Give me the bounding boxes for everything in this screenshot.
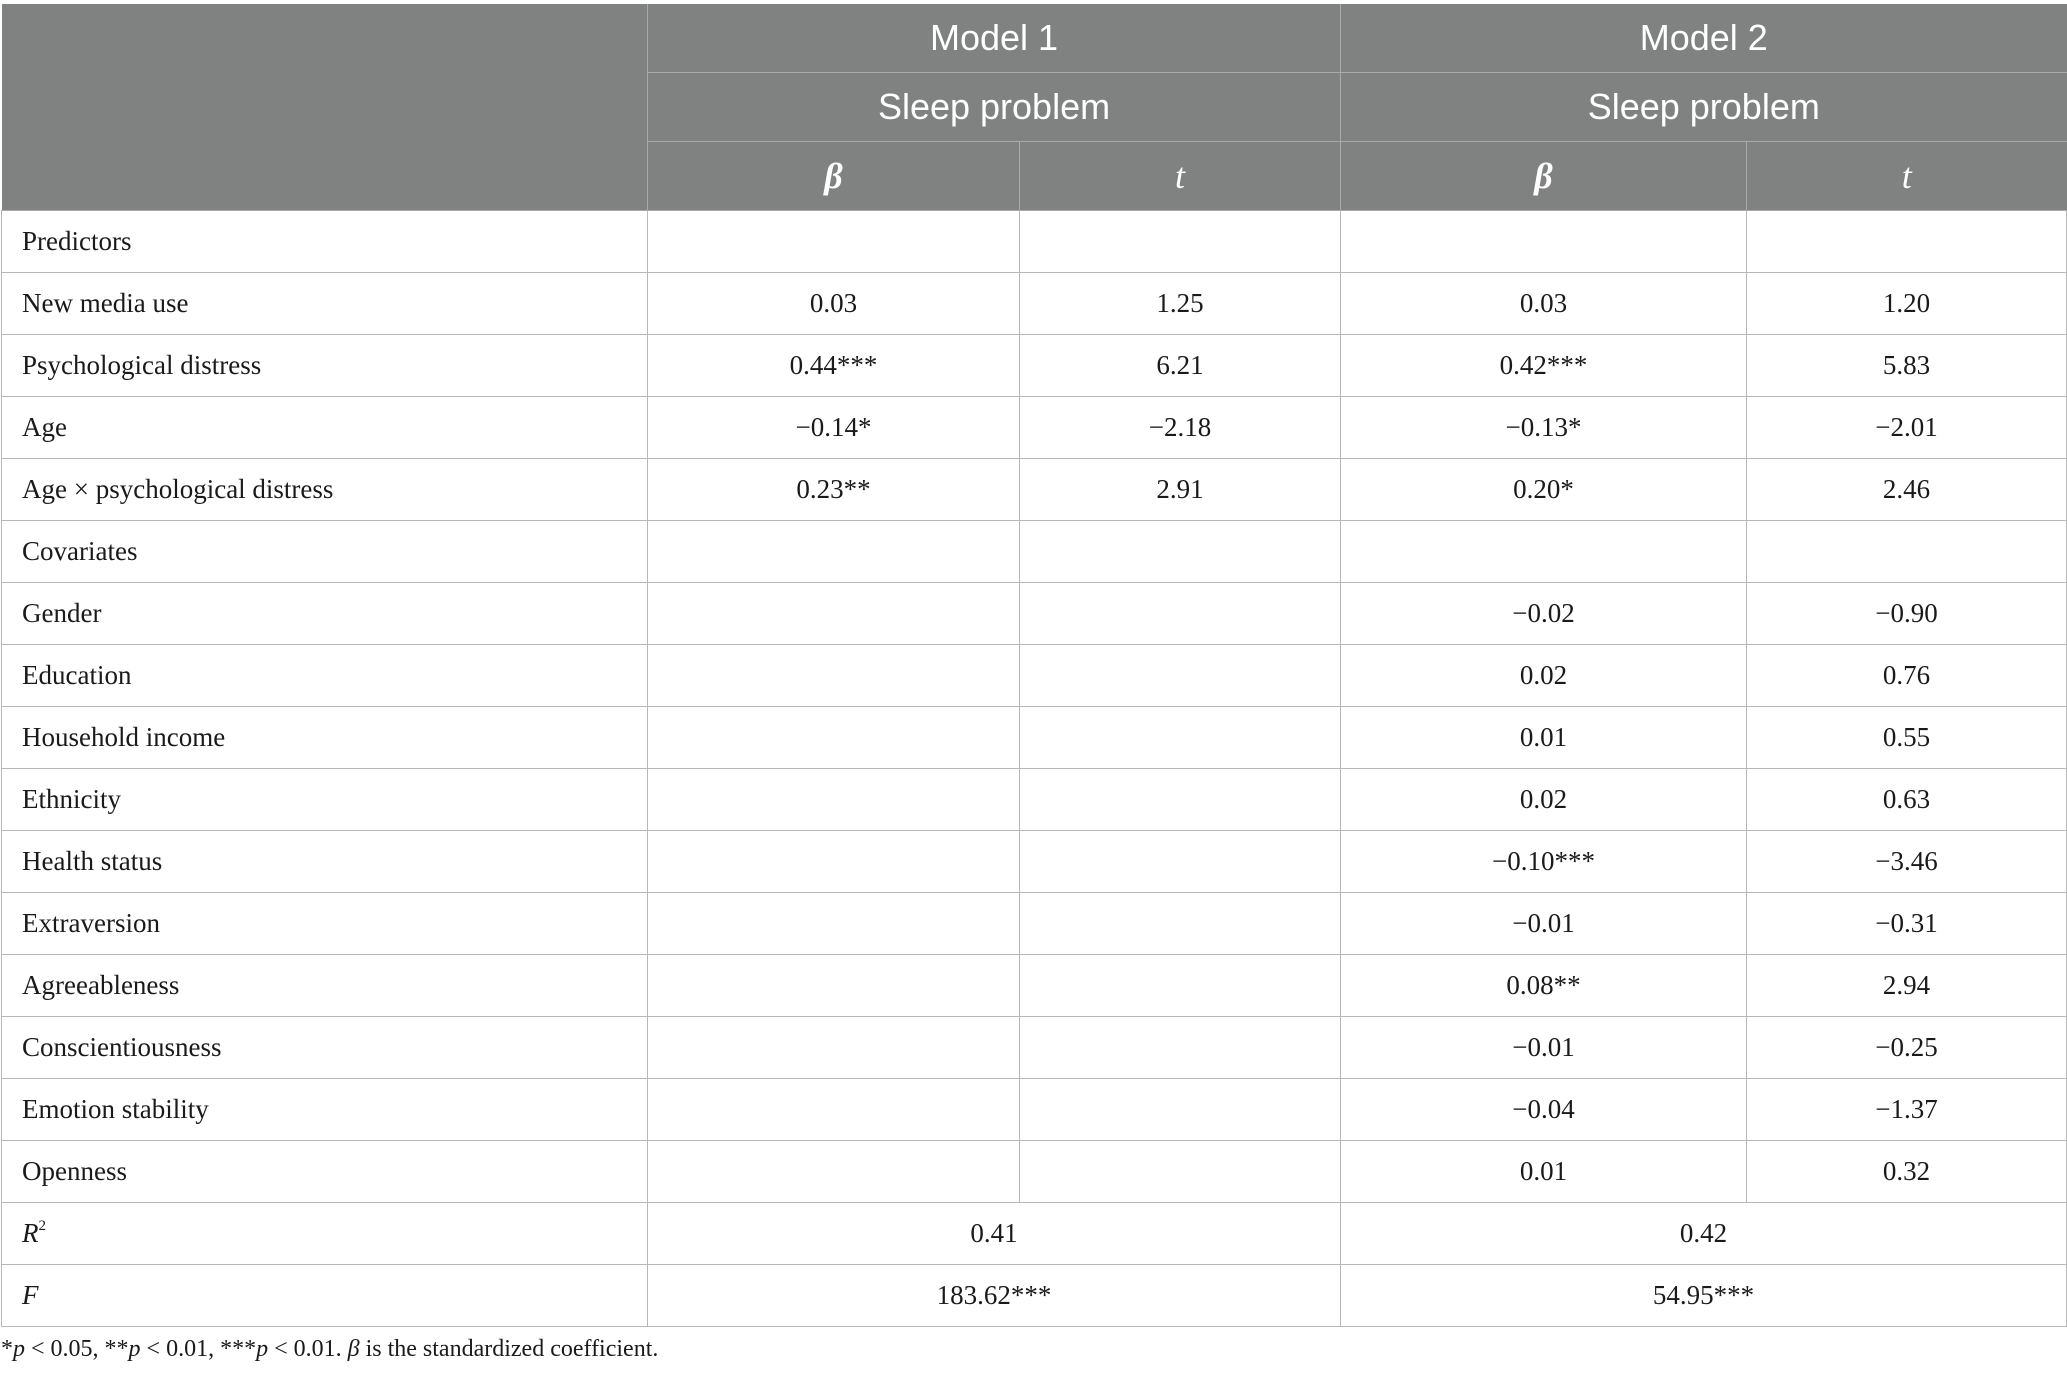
row-label: Openness — [2, 1141, 648, 1203]
model2-t-header: t — [1747, 142, 2067, 211]
table-row — [2, 769, 2067, 831]
model1-r-squared: 0.41 — [648, 1203, 1341, 1265]
model1-t-cell: 1.25 — [1020, 273, 1341, 335]
r-squared-symbol: R — [22, 1218, 39, 1248]
row-label: Psychological distress — [2, 335, 648, 397]
model1-t-cell — [1020, 211, 1341, 273]
footnote-p-symbol: p — [256, 1336, 269, 1362]
row-label: Household income — [2, 707, 648, 769]
model2-t-cell: 0.55 — [1747, 707, 2067, 769]
model2-r-squared: 0.42 — [1341, 1203, 2067, 1265]
model2-header: Model 2 — [1341, 4, 2067, 73]
model1-t-cell — [1020, 769, 1341, 831]
model2-beta-cell: −0.01 — [1341, 893, 1747, 955]
model2-beta-cell: −0.01 — [1341, 1017, 1747, 1079]
model1-beta-cell — [648, 583, 1020, 645]
footnote-text: < 0.05, ** — [25, 1336, 129, 1362]
header-corner — [2, 4, 648, 211]
model1-t-cell — [1020, 1141, 1341, 1203]
row-label: Predictors — [2, 211, 648, 273]
table-row — [2, 211, 2067, 273]
model2-t-cell: −3.46 — [1747, 831, 2067, 893]
model1-beta-cell — [648, 955, 1020, 1017]
model2-t-cell — [1747, 211, 2067, 273]
model2-t-cell: 5.83 — [1747, 335, 2067, 397]
model1-t-header: t — [1020, 142, 1341, 211]
model1-beta-cell — [648, 645, 1020, 707]
regression-table — [1, 4, 2067, 1327]
table-row — [2, 273, 2067, 335]
footnote-text: * — [1, 1336, 13, 1362]
model1-t-cell — [1020, 1017, 1341, 1079]
row-label: Education — [2, 645, 648, 707]
model1-t-cell — [1020, 893, 1341, 955]
table-row — [2, 459, 2067, 521]
row-label: Age × psychological distress — [2, 459, 648, 521]
row-label: Conscientiousness — [2, 1017, 648, 1079]
model2-t-cell: 0.63 — [1747, 769, 2067, 831]
model1-t-cell — [1020, 521, 1341, 583]
footnote-p-symbol: p — [128, 1336, 141, 1362]
model1-t-cell — [1020, 707, 1341, 769]
model2-beta-cell — [1341, 211, 1747, 273]
model2-dv-header: Sleep problem — [1341, 73, 2067, 142]
model1-t-cell — [1020, 583, 1341, 645]
row-label: Age — [2, 397, 648, 459]
model1-t-cell — [1020, 645, 1341, 707]
model1-beta-header: β — [648, 142, 1020, 211]
footnote-text: is the standardized coefficient. — [359, 1336, 659, 1362]
model1-beta-cell — [648, 831, 1020, 893]
model2-t-cell: 1.20 — [1747, 273, 2067, 335]
model1-t-cell — [1020, 831, 1341, 893]
f-statistic-row — [2, 1265, 2067, 1327]
table-header — [2, 4, 2067, 211]
row-label: Health status — [2, 831, 648, 893]
model1-header: Model 1 — [648, 4, 1341, 73]
r-squared-row — [2, 1203, 2067, 1265]
model2-t-cell: −0.25 — [1747, 1017, 2067, 1079]
footnote-p-symbol: p — [13, 1336, 25, 1362]
model2-beta-cell: 0.01 — [1341, 1141, 1747, 1203]
model1-f-value: 183.62*** — [648, 1265, 1341, 1327]
model1-dv-header: Sleep problem — [648, 73, 1341, 142]
table-row — [2, 831, 2067, 893]
model1-beta-cell — [648, 521, 1020, 583]
model1-beta-cell: −0.14* — [648, 397, 1020, 459]
model1-beta-cell — [648, 211, 1020, 273]
model2-t-cell: 0.76 — [1747, 645, 2067, 707]
model2-beta-cell: 0.02 — [1341, 769, 1747, 831]
r-squared-label — [2, 1203, 648, 1265]
model2-t-cell: −1.37 — [1747, 1079, 2067, 1141]
table-row — [2, 1141, 2067, 1203]
table-row — [2, 893, 2067, 955]
model1-t-cell: −2.18 — [1020, 397, 1341, 459]
model2-beta-cell: 0.02 — [1341, 645, 1747, 707]
table-row — [2, 1079, 2067, 1141]
row-label: Agreeableness — [2, 955, 648, 1017]
table-row — [2, 707, 2067, 769]
model2-beta-cell: 0.42*** — [1341, 335, 1747, 397]
table-row — [2, 1017, 2067, 1079]
row-label: Gender — [2, 583, 648, 645]
model1-t-cell — [1020, 1079, 1341, 1141]
row-label: Emotion stability — [2, 1079, 648, 1141]
model2-beta-cell: 0.03 — [1341, 273, 1747, 335]
footnote-text: < 0.01. — [268, 1336, 348, 1362]
table-row — [2, 521, 2067, 583]
model1-beta-cell — [648, 893, 1020, 955]
model1-beta-cell — [648, 1079, 1020, 1141]
table-row — [2, 645, 2067, 707]
model2-t-cell: −2.01 — [1747, 397, 2067, 459]
table-footnote — [1, 1336, 658, 1363]
model2-t-cell: 2.46 — [1747, 459, 2067, 521]
model2-t-cell: −0.90 — [1747, 583, 2067, 645]
model1-t-cell: 2.91 — [1020, 459, 1341, 521]
footnote-beta-symbol: β — [347, 1336, 360, 1362]
model1-beta-cell — [648, 707, 1020, 769]
model2-beta-cell: −0.04 — [1341, 1079, 1747, 1141]
model2-beta-cell: 0.01 — [1341, 707, 1747, 769]
table-row — [2, 955, 2067, 1017]
model2-beta-cell — [1341, 521, 1747, 583]
row-label: Extraversion — [2, 893, 648, 955]
model2-t-cell — [1747, 521, 2067, 583]
table-row — [2, 335, 2067, 397]
model2-beta-cell: 0.20* — [1341, 459, 1747, 521]
model1-beta-cell — [648, 1141, 1020, 1203]
row-label: New media use — [2, 273, 648, 335]
model1-t-cell — [1020, 955, 1341, 1017]
model2-t-cell: 0.32 — [1747, 1141, 2067, 1203]
table-row — [2, 583, 2067, 645]
model2-beta-cell: −0.13* — [1341, 397, 1747, 459]
model2-beta-cell: 0.08** — [1341, 955, 1747, 1017]
table-body — [2, 211, 2067, 1327]
model2-t-cell: 2.94 — [1747, 955, 2067, 1017]
table-row — [2, 397, 2067, 459]
f-label: F — [2, 1265, 648, 1327]
row-label: Ethnicity — [2, 769, 648, 831]
footnote-text: < 0.01, *** — [140, 1336, 257, 1362]
model2-t-cell: −0.31 — [1747, 893, 2067, 955]
model2-f-value: 54.95*** — [1341, 1265, 2067, 1327]
model1-beta-cell — [648, 1017, 1020, 1079]
r-squared-exponent: 2 — [38, 1218, 46, 1234]
model1-beta-cell — [648, 769, 1020, 831]
model1-beta-cell: 0.23** — [648, 459, 1020, 521]
model2-beta-header: β — [1341, 142, 1747, 211]
model2-beta-cell: −0.10*** — [1341, 831, 1747, 893]
model1-t-cell: 6.21 — [1020, 335, 1341, 397]
model1-beta-cell: 0.44*** — [648, 335, 1020, 397]
model2-beta-cell: −0.02 — [1341, 583, 1747, 645]
model1-beta-cell: 0.03 — [648, 273, 1020, 335]
row-label: Covariates — [2, 521, 648, 583]
